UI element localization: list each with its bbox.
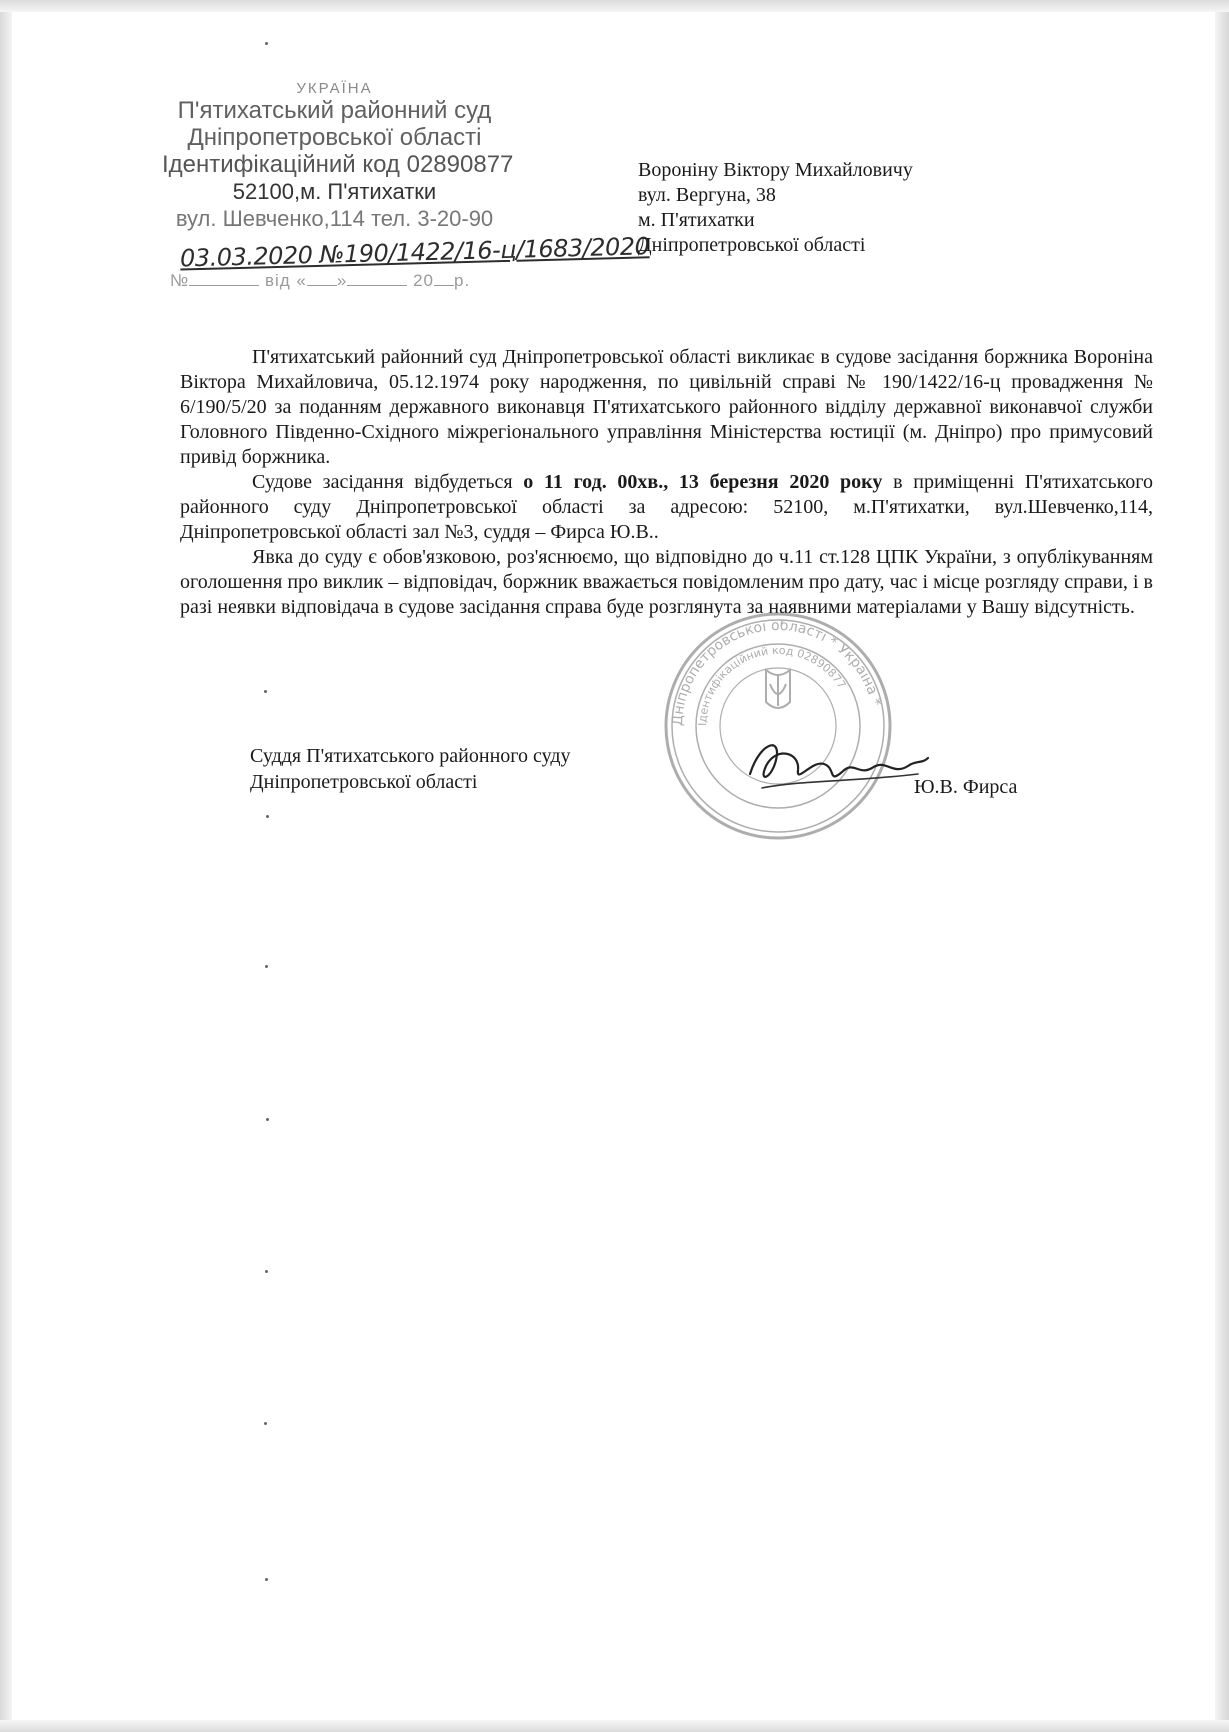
scan-speck bbox=[266, 1118, 269, 1121]
scan-edge-left bbox=[0, 0, 12, 1732]
stamp-blank-line: № від « » 20 р. bbox=[170, 271, 471, 290]
addressee-block bbox=[638, 158, 1058, 258]
addressee-region: Дніпропетровської області bbox=[638, 234, 866, 256]
scan-edge-right bbox=[1215, 0, 1229, 1732]
scan-speck bbox=[265, 1270, 268, 1273]
paragraph-hearing-time: Судове засідання відбудеться о 11 год. 00хв., 13 березня 2020 року в приміщенні П'ятихатського районного суду Дніпропетровської області за адресою: 52100, м.П'ятихатки, вул.Шевченко,114, Дніпропетровської області зал №3, суддя – Фирса Ю.В.. bbox=[180, 471, 1153, 543]
summons-body bbox=[180, 345, 1153, 620]
scan-edge-top bbox=[0, 0, 1229, 12]
stamp-region: Дніпропетровської області bbox=[187, 124, 482, 151]
scan-speck bbox=[265, 965, 268, 968]
corner-stamp bbox=[162, 78, 650, 300]
signature-title-line2: Дніпропетровської області bbox=[250, 771, 478, 793]
svg-text:Дніпропетровської області * Ук: Дніпропетровської області * Україна * bbox=[669, 617, 884, 727]
signature-title bbox=[250, 743, 571, 795]
stamp-street: вул. Шевченко,114 тел. 3-20-90 bbox=[175, 206, 494, 231]
paragraph-summons: П'ятихатський районний суд Дніпропетровської області викликає в судове засідання боржника Вороніна Віктора Михайловича, 05.12.1974 року народження, по цивільній справі № 190/1422/16-ц провадження № 6/190/5/20 за поданням державного виконавця П'ятихатського районного відділу державної виконавчої служби Головного Південно-Східного міжрегіонального управління Міністерства юстиції (м. Дніпро) про примусовий привід боржника. bbox=[180, 346, 1153, 468]
paragraph-attendance: Явка до суду є обов'язковою, роз'яснюємо, що відповідно до ч.11 ст.128 ЦПК України, з опублікуванням оголошення про виклик – відповідач, боржник вважається повідомленим про дату, час і місце розгляду справи, і в разі неявки відповідача в судове засідання справа буде розглянута за наявними матеріалами у Вашу відсутність. bbox=[180, 546, 1153, 618]
judge-signature-icon bbox=[742, 730, 932, 800]
stamp-court: П'ятихатський районний суд bbox=[177, 97, 492, 124]
signature-title-line1: Суддя П'ятихатського районного суду bbox=[250, 745, 571, 767]
court-seal-icon bbox=[662, 610, 894, 842]
stamp-country: УКРАЇНА bbox=[296, 80, 373, 97]
scan-speck bbox=[266, 815, 269, 818]
stamp-city: 52100,м. П'ятихатки bbox=[232, 179, 437, 204]
handwritten-registration: 03.03.2020 №190/1422/16-ц/1683/2020 bbox=[179, 232, 650, 273]
scan-edge-bottom bbox=[0, 1720, 1229, 1732]
scan-speck bbox=[265, 1578, 268, 1581]
addressee-name: Вороніну Віктору Михайловичу bbox=[638, 159, 913, 181]
hearing-datetime: о 11 год. 00хв., 13 березня 2020 року bbox=[523, 471, 883, 493]
stamp-id-code: Ідентифікаційний код 02890877 bbox=[162, 151, 514, 178]
addressee-city: м. П'ятихатки bbox=[638, 209, 755, 231]
trident-icon bbox=[766, 670, 790, 708]
judge-name: Ю.В. Фирса bbox=[914, 776, 1018, 798]
scan-speck bbox=[264, 1422, 267, 1425]
scan-speck bbox=[265, 42, 268, 45]
svg-text:Ідентифікаційний код 02890877: Ідентифікаційний код 02890877 bbox=[695, 643, 849, 727]
addressee-street: вул. Вергуна, 38 bbox=[638, 184, 776, 206]
scan-speck bbox=[264, 690, 267, 693]
